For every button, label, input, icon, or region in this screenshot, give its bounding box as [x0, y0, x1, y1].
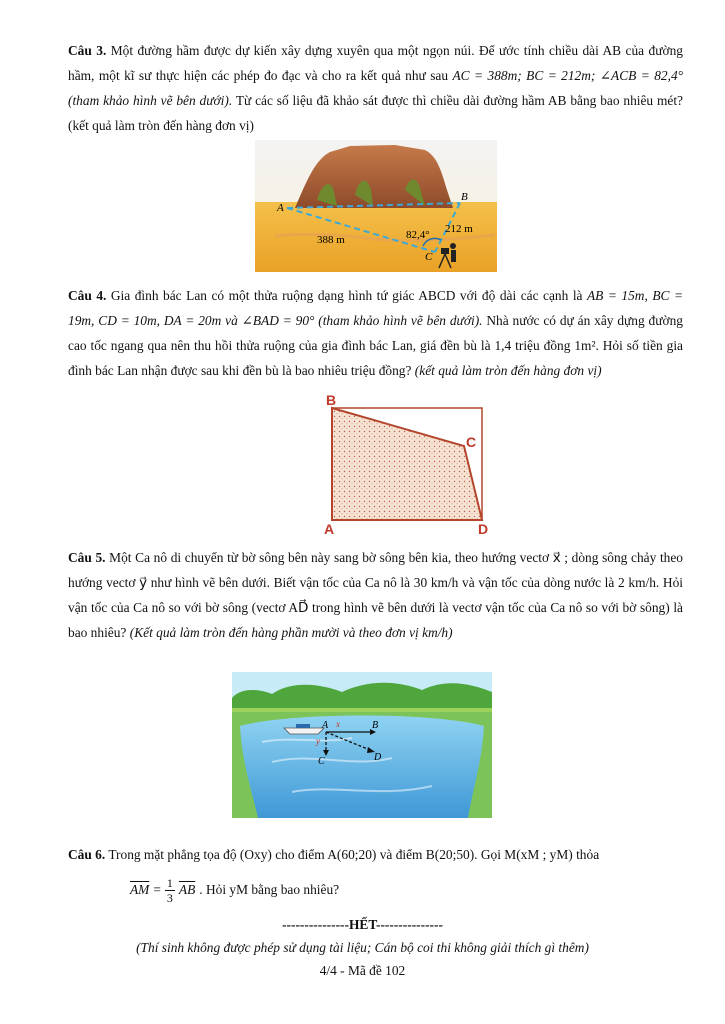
q5-label-y: y: [316, 736, 320, 746]
q4-label-b: B: [326, 392, 337, 408]
question-3: [68, 38, 683, 138]
q6-text2: . Hỏi yM bằng bao nhiêu?: [199, 882, 340, 897]
vector-ab: $\overline{AB}$: [178, 882, 196, 897]
q3-ref: (tham khảo hình vẽ bên dưới).: [68, 93, 233, 108]
q5-label: Câu 5.: [68, 550, 106, 565]
q5-label-c: C: [318, 756, 325, 767]
q3-label-b: B: [461, 191, 468, 203]
page-number: 4/4 - Mã đề 102: [319, 963, 406, 978]
q3-label-ac: 388 m: [317, 234, 345, 246]
q4-text1: Gia đình bác Lan có một thửa ruộng dạng hình tứ giác ABCD với độ dài các cạnh là: [110, 288, 583, 303]
q3-label-c: C: [425, 251, 433, 263]
q5-text1: Một Ca nô di chuyển từ bờ sông bên này sang bờ sông bên kia, theo hướng vectơ x⃗ ; dòng sông chảy theo hướng vectơ y⃗ như hình vẽ bên dưới. Biết vận tốc của Ca nô là 30 km/h và vận tốc của dòng nước là 2 km/h. Hỏi vận tốc của Ca nô so với bờ sông (vectơ AD⃗ trong hình vẽ bên dưới là vectơ vận tốc của Ca nô so với bờ sông) là bao nhiêu?: [68, 550, 683, 640]
river: [240, 716, 484, 819]
q4-label-c: C: [466, 434, 477, 450]
q4-label-d: D: [478, 521, 489, 537]
vector-am: $\overline{AM}$: [130, 882, 150, 897]
q3-values: AC = 388m; BC = 212m; ∠ACB = 82,4°: [452, 68, 683, 83]
fraction-num: 1: [166, 875, 173, 890]
q3-label-a: A: [277, 202, 284, 214]
q4-ref: (tham khảo hình vẽ bên dưới).: [318, 313, 483, 328]
q6-label: Câu 6.: [68, 847, 106, 862]
q3-label-bc: 212 m: [445, 223, 473, 235]
q4-text3: Nhà nước có dự án xây dựng đường cao tốc ngang qua nên thu hồi thửa ruộng của gia đình bác Lan, giá đền bù là 1,4 triệu đồng 1m². Hỏi số tiền gia đình bác Lan nhận được sau khi đền bù là bao nhiêu triệu đồng?: [68, 313, 683, 378]
field-abcd: [332, 408, 482, 520]
equals-sign: =: [153, 882, 161, 897]
question-4: [68, 283, 683, 383]
q6-equation: [130, 870, 339, 910]
q3-label: Câu 3.: [68, 43, 107, 58]
q4-values: AB = 15m, BC = 19m, CD = 10m, DA = 20m và ∠BAD = 90°: [68, 288, 683, 328]
fraction: [165, 876, 175, 905]
q5-round: (Kết quả làm tròn đến hàng phần mười và theo đơn vị km/h): [129, 625, 453, 640]
question-6: [68, 842, 683, 867]
question-5: [68, 545, 683, 645]
q5-river-figure: [232, 672, 492, 818]
q3-text3: Từ các số liệu đã khảo sát được thì chiều dài đường hầm AB bằng bao nhiêu mét? (kết quả làm tròn đến hàng đơn vị): [68, 93, 683, 133]
q5-label-a: A: [322, 720, 329, 731]
q3-mountain-figure: [255, 140, 497, 272]
exam-note: (Thí sinh không được phép sử dụng tài liệu; Cán bộ coi thi không giải thích gì thêm): [136, 940, 589, 955]
q5-label-b: B: [372, 720, 379, 731]
q5-label-x: x: [336, 719, 340, 729]
fraction-den: 3: [166, 890, 173, 905]
q4-label: Câu 4.: [68, 288, 107, 303]
q5-label-d: D: [374, 752, 382, 763]
q6-text1: Trong mặt phẳng tọa độ (Oxy) cho điểm A(60;20) và điểm B(20;50). Gọi M(xM ; yM) thỏa: [108, 847, 600, 862]
q3-text1: Một đường hầm được dự kiến xây dựng xuyên qua một ngọn núi. Để ước tính chiều dài AB của đường hầm, một kĩ sư thực hiện các phép đo đạc và cho ra kết quả như sau: [68, 43, 683, 83]
q4-quadrilateral-figure: [318, 390, 493, 538]
end-marker: ---------------HẾT---------------: [282, 917, 443, 932]
q4-round: (kết quả làm tròn đến hàng đơn vị): [414, 363, 602, 378]
q4-label-a: A: [324, 521, 335, 537]
q3-label-angle: 82,4°: [406, 229, 430, 241]
